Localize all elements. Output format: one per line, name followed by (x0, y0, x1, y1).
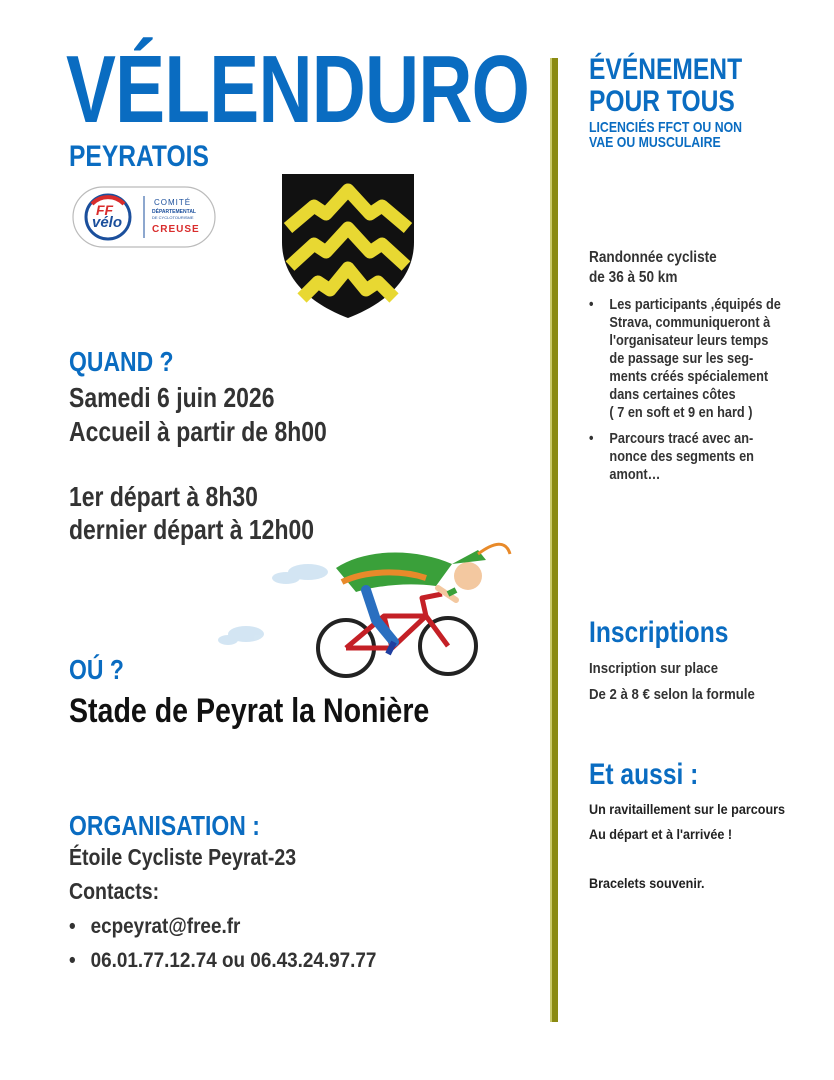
also-heading: Et aussi : (589, 758, 699, 791)
event-date: Samedi 6 juin 2026 (69, 382, 275, 413)
also-line3: Bracelets souvenir. (589, 875, 705, 891)
last-departure: dernier départ à 12h00 (69, 514, 315, 545)
comite-text: COMITÉ (154, 198, 192, 207)
where-heading: OÚ ? (69, 654, 124, 685)
organisation-name: Étoile Cycliste Peyrat-23 (69, 844, 297, 870)
ff-text: FF (96, 202, 114, 218)
organisation-heading: ORGANISATION : (69, 810, 260, 841)
inscription-line1: Inscription sur place (589, 660, 719, 677)
departemental-text: DÉPARTEMENTAL (152, 209, 196, 215)
event-sub-line2: VAE OU MUSCULAIRE (589, 134, 721, 151)
contact-email[interactable]: • ecpeyrat@free.fr (69, 910, 376, 944)
cyclist-illustration (216, 534, 512, 690)
ffvelo-comite-logo (72, 186, 216, 248)
event-heading-line1: ÉVÉNEMENT (589, 53, 743, 86)
event-location: Stade de Peyrat la Nonière (69, 692, 430, 730)
contact-phones[interactable]: • 06.01.77.12.74 ou 06.43.24.97.77 (69, 944, 376, 978)
first-departure: 1er départ à 8h30 (69, 481, 258, 512)
ride-detail-strava: • Les participants ,équipés de Strava, communiqueront à l'organisateur leurs temps de passage sur les seg- ments créés spécialement dans certaines côtes ( 7 en soft et 9 en hard ) (589, 296, 781, 422)
inscription-line2: De 2 à 8 € selon la formule (589, 686, 755, 703)
column-divider (550, 58, 558, 1022)
creuse-text: CREUSE (152, 224, 200, 235)
when-heading: QUAND ? (69, 346, 174, 377)
welcome-time: Accueil à partir de 8h00 (69, 416, 327, 447)
event-sub-line1: LICENCIÉS FFCT OU NON (589, 119, 743, 136)
ride-details-list (589, 296, 781, 484)
ride-title-line2: de 36 à 50 km (589, 269, 678, 286)
velo-text: vélo (92, 214, 123, 231)
also-line1: Un ravitaillement sur le parcours (589, 801, 786, 817)
coat-of-arms-shield (280, 172, 416, 320)
ride-detail-route: • Parcours tracé avec an- nonce des segments en amont… (589, 430, 781, 484)
contacts-label: Contacts: (69, 878, 160, 904)
ride-title-line1: Randonnée cycliste (589, 249, 717, 266)
event-subtitle: PEYRATOIS (69, 140, 209, 173)
event-title: VÉLENDURO (66, 36, 530, 143)
event-heading-line2: POUR TOUS (589, 85, 735, 118)
also-line2: Au départ et à l'arrivée ! (589, 826, 733, 842)
inscriptions-heading: Inscriptions (589, 616, 729, 649)
contacts-list (69, 910, 376, 978)
de-cyclo-text: DE CYCLOTOURISME (152, 215, 194, 220)
